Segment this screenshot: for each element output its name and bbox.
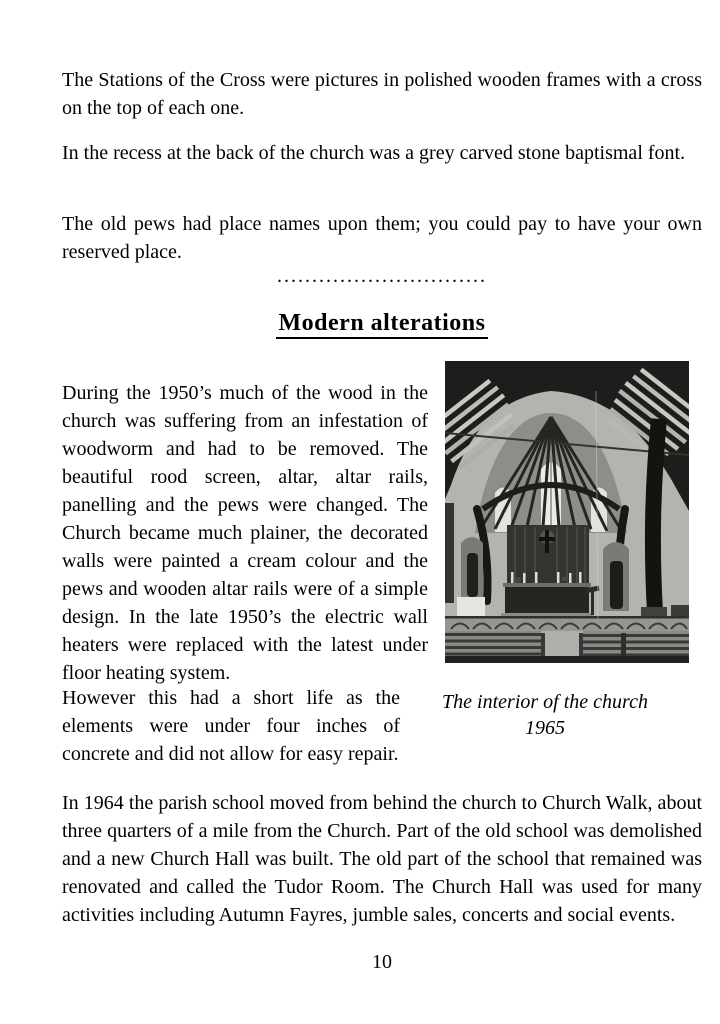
paragraph-heating-short-life: However this had a short life as the elements were under four inches of concrete and did not allow for easy repair. — [62, 687, 400, 765]
section-heading-text: Modern alterations — [276, 310, 489, 339]
page-number: 10 — [372, 951, 392, 973]
church-interior-photo-art — [445, 361, 689, 663]
paragraph-woodworm-alterations: During the 1950’s much of the wood in the church was suffering from an infestation of woodworm and had to be removed. The beautiful rood screen, altar, altar rails, panelling and the pews were changed. The Church became much plainer, the decorated walls were painted a cream colour and the pews and wooden altar rails were of a simple design. In the late 1950’s the electric wall heaters were replaced with the latest under floor heating system. — [62, 382, 428, 684]
paragraph-old-pews: The old pews had place names upon them; you could pay to have your own reserved place. — [62, 213, 702, 263]
section-heading-modern-alterations — [62, 309, 702, 337]
paragraph-parish-school-1964: In 1964 the parish school moved from behind the church to Church Walk, about three quarters of a mile from the Church. Part of the old school was demolished and a new Church Hall was built. The old part of the school that remained was renovated and called the Tudor Room. The Church Hall was used for many activities including Autumn Fayres, jumble sales, concerts and social events. — [62, 792, 702, 926]
dotted-separator: .............................. — [277, 265, 487, 287]
paragraph-baptismal-font: In the recess at the back of the church was a grey carved stone baptismal font. — [62, 142, 686, 164]
paragraph-stations-of-the-cross: The Stations of the Cross were pictures in polished wooden frames with a cross on the top of each one. — [62, 69, 702, 119]
photo-caption: The interior of the church 1965 — [442, 691, 648, 739]
church-interior-photo — [445, 361, 689, 663]
